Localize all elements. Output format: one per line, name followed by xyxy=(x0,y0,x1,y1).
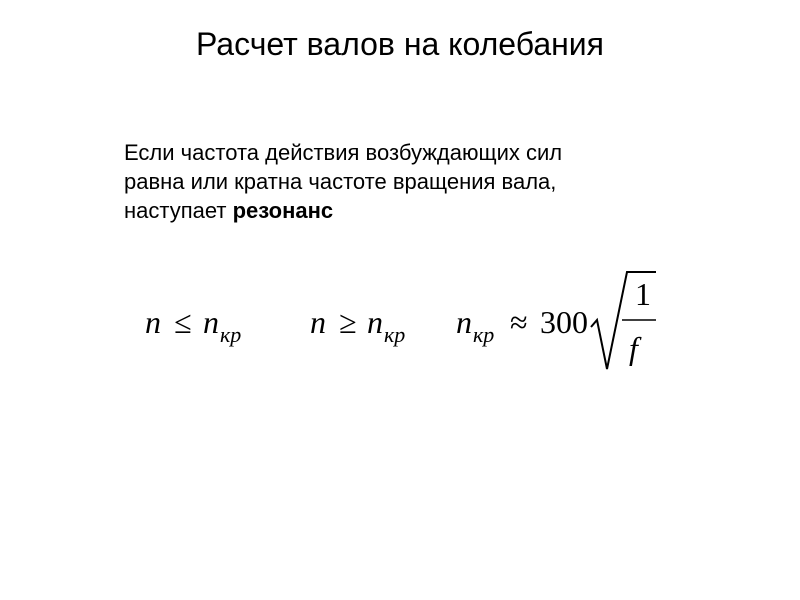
formula-2-op: ≥ xyxy=(339,304,357,340)
statement-line-1: Если частота действия возбуждающих сил xyxy=(124,140,563,165)
formula-2-var: n xyxy=(310,304,326,340)
formula-critical-speed xyxy=(456,272,656,369)
statement-line-2: равна или кратна частоте вращения вала, xyxy=(124,169,557,194)
formula-1-rhs: n xyxy=(203,304,219,340)
statement-line-3-prefix: наступает xyxy=(124,198,233,223)
slide-title: Расчет валов на колебания xyxy=(195,26,604,62)
resonance-term: резонанс xyxy=(232,198,334,223)
formula-n-le-nkr xyxy=(145,304,241,347)
formula-3-denominator: f xyxy=(629,330,638,366)
formula-1-op: ≤ xyxy=(174,304,192,340)
formula-3-lhs: n xyxy=(456,304,472,340)
formula-1-sub: кр xyxy=(220,322,242,347)
formula-3-sub: кр xyxy=(473,322,495,347)
formula-2-rhs: n xyxy=(367,304,383,340)
formula-3-coef: 300 xyxy=(540,304,588,340)
formula-2-sub: кр xyxy=(384,322,406,347)
formula-3-numerator: 1 xyxy=(635,276,651,312)
formula-1-var: n xyxy=(145,304,161,340)
formula-3-op: ≈ xyxy=(510,304,528,340)
formula-n-ge-nkr xyxy=(310,304,405,347)
